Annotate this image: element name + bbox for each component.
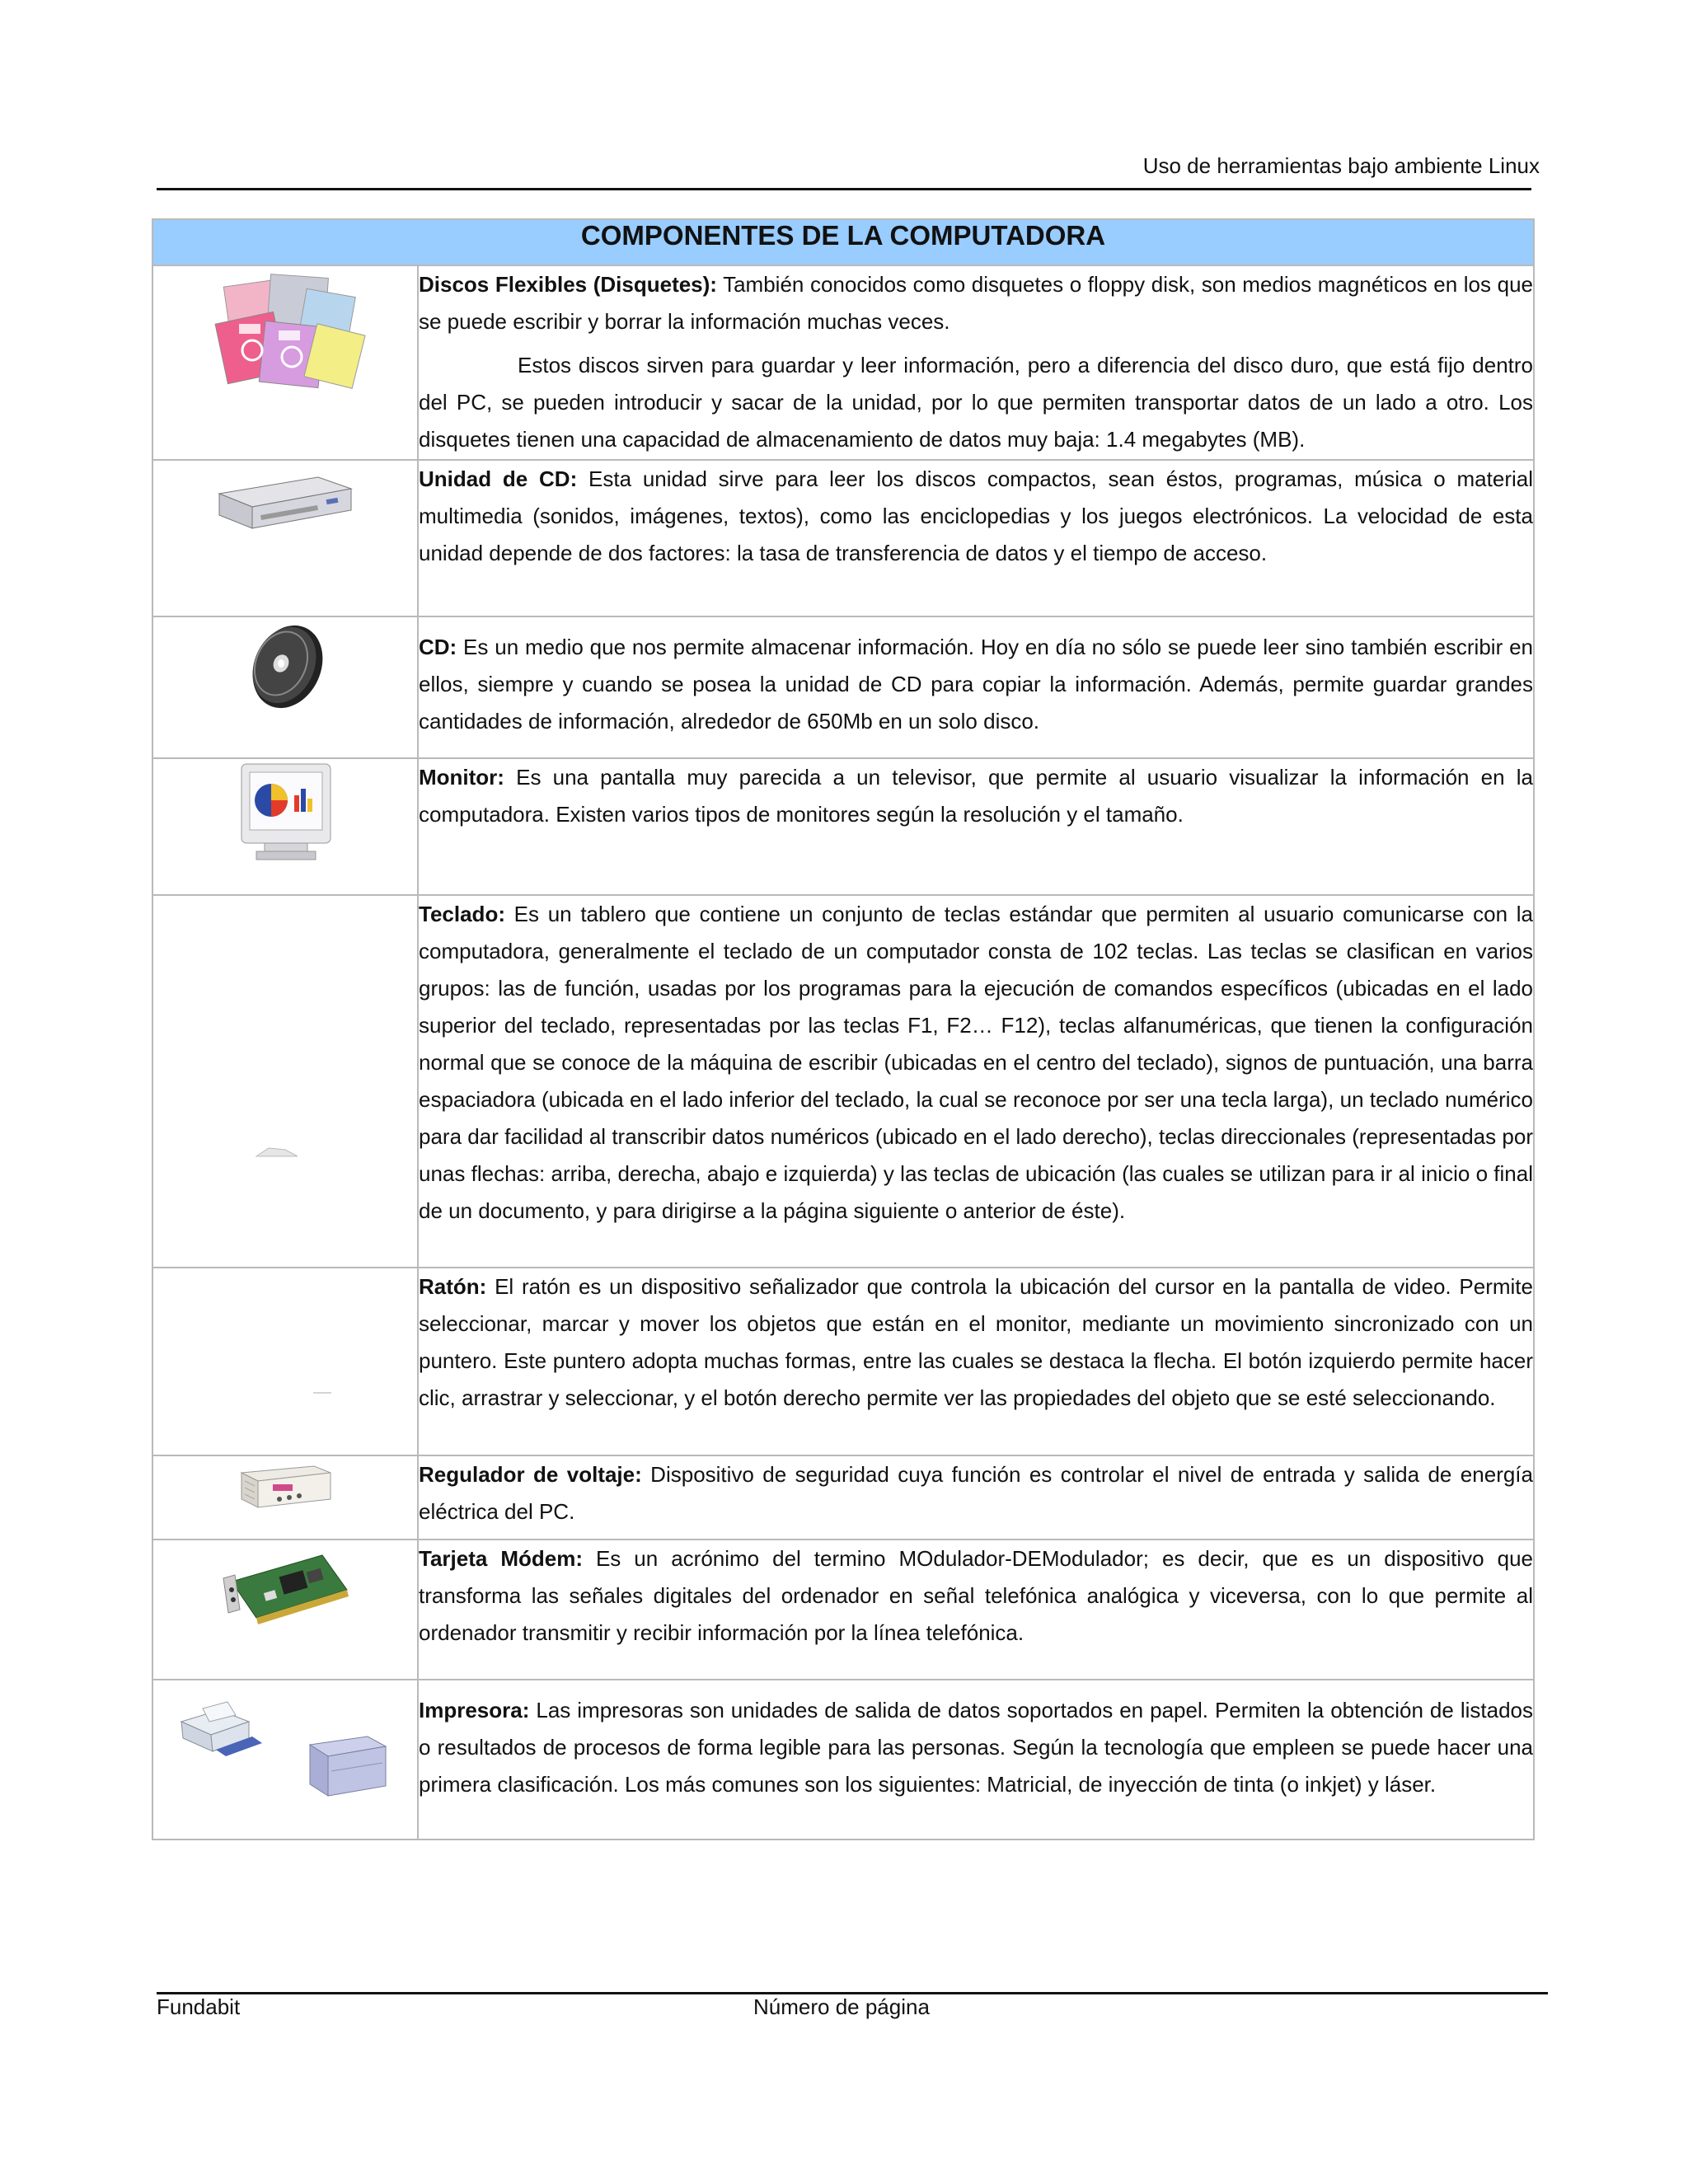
description-text: Las impresoras son unidades de salida de datos soportados en papel. Permiten la obtención de listados o resultados de procesos de forma legible para las personas. Según la tecnología que empleen se puede hacer una primera clasificación. Los más comunes son los siguientes: Matricial, de inyección de tinta (o inkjet) y láser.	[419, 1698, 1533, 1797]
image-cell	[152, 1268, 418, 1455]
laser-printer	[310, 1736, 386, 1796]
term-label: Discos Flexibles (Disquetes):	[419, 272, 717, 297]
cd-disc-icon	[240, 617, 331, 716]
paragraph	[419, 461, 1533, 572]
modem-card-icon	[215, 1540, 355, 1631]
footer-page-number: Número de página	[753, 1994, 930, 2019]
description-cell	[418, 265, 1534, 460]
table-row	[152, 758, 1534, 895]
description-text: Es un tablero que contiene un conjunto de teclas estándar que permiten al usuario comunicarse con la computadora, generalmente el teclado de un computador consta de 102 teclas. Las teclas se clasifican en varios grupos: las de función, usadas por los programas para la ejecución de comandos específicos (ubicadas en el lado superior del teclado, representadas por las teclas F1, F2… F12), teclas alfanuméricas, que tienen la configuración normal que se conoce de la máquina de escribir (ubicadas en el centro del teclado), signos de puntuación, una barra espaciadora (ubicada en el lado inferior del teclado, la cual se reconoce por ser una tecla larga), un teclado numérico para dar facilidad al transcribir datos numéricos (ubicado en el lado derecho), teclas direccionales (representadas por unas flechas: arriba, derecha, abajo e izquierda) y las teclas de ubicación (las cuales se utilizan para ir al inicio o final de un documento, y para dirigirse a la página siguiente o anterior de éste).	[419, 902, 1533, 1223]
table-row	[152, 460, 1534, 616]
header-divider	[157, 188, 1531, 190]
term-label: Ratón:	[419, 1274, 487, 1299]
table-title: COMPONENTES DE LA COMPUTADORA	[152, 219, 1534, 265]
components-table	[152, 218, 1535, 1840]
term-label: Regulador de voltaje:	[419, 1462, 642, 1487]
description-text: Es un medio que nos permite almacenar información. Hoy en día no sólo se puede leer sino también escribir en ellos, siempre y cuando se posea la unidad de CD para copiar la información. Además, permite guardar grandes cantidades de información, alrededor de 650Mb en un solo disco.	[419, 635, 1533, 733]
cd-drive-icon	[211, 461, 359, 535]
term-label: Teclado:	[419, 902, 505, 926]
table-row	[152, 1680, 1534, 1840]
image-cell	[152, 758, 418, 895]
paragraph	[419, 1268, 1533, 1417]
description-cell	[418, 616, 1534, 758]
description-cell	[418, 1540, 1534, 1680]
description-text: Es una pantalla muy parecida a un televisor, que permite al usuario visualizar la información en la computadora. Existen varios tipos de monitores según la resolución y el tamaño.	[419, 765, 1533, 827]
image-cell	[152, 1680, 418, 1840]
keyboard-icon	[252, 1143, 302, 1160]
image-cell	[152, 1455, 418, 1540]
term-label: Impresora:	[419, 1698, 530, 1722]
description-cell	[418, 1268, 1534, 1455]
table-row	[152, 265, 1534, 460]
table-row	[152, 1540, 1534, 1680]
floppy-disks-icon	[203, 266, 368, 398]
description-text: También conocidos como disquetes o floppy disk, son medios magnéticos en los que se puede escribir y borrar la información muchas veces.	[419, 272, 1533, 334]
term-label: Monitor:	[419, 765, 504, 790]
description-text: Es un acrónimo del termino MOdulador-DEModulador; es decir, que es un dispositivo que transforma las señales digitales del ordenador en señal telefónica analógica y viceversa, con lo que permite al ordenador transmitir y recibir información por la línea telefónica.	[419, 1546, 1533, 1645]
paragraph	[419, 1540, 1533, 1652]
paragraph	[419, 896, 1533, 1230]
inkjet-printer	[181, 1702, 262, 1756]
table-title-row	[152, 219, 1534, 265]
paragraph	[419, 1692, 1533, 1803]
description-text: El ratón es un dispositivo señalizador que controla la ubicación del cursor en la pantalla de video. Permite seleccionar, marcar y mover los objetos que están en el monitor, mediante un movimiento sincronizado con un puntero. Este puntero adopta muchas formas, entre las cuales se destaca la flecha. El botón izquierdo permite hacer clic, arrastrar y seleccionar, y el botón derecho permite ver las propiedades del objeto que se esté seleccionando.	[419, 1274, 1533, 1410]
term-label: CD:	[419, 635, 457, 659]
paragraph	[419, 629, 1533, 740]
table-row	[152, 616, 1534, 758]
paragraph	[419, 266, 1533, 340]
description-cell	[418, 1455, 1534, 1540]
page-header: Uso de herramientas bajo ambiente Linux	[1142, 153, 1540, 178]
image-cell	[152, 265, 418, 460]
footer-organization: Fundabit	[157, 1994, 241, 2019]
description-cell	[418, 460, 1534, 616]
monitor-icon	[232, 759, 339, 866]
term-label: Unidad de CD:	[419, 466, 578, 491]
description-cell	[418, 1680, 1534, 1840]
printers-icon	[170, 1680, 401, 1804]
mouse-icon	[310, 1389, 335, 1397]
paragraph	[419, 1456, 1533, 1530]
description-text: Esta unidad sirve para leer los discos compactos, sean éstos, programas, música o material multimedia (sonidos, imágenes, textos), como las enciclopedias y los juegos electrónicos. La velocidad de esta unidad depende de dos factores: la tasa de transferencia de datos y el tiempo de acceso.	[419, 466, 1533, 565]
description-cell	[418, 895, 1534, 1268]
image-cell	[152, 895, 418, 1268]
image-cell	[152, 1540, 418, 1680]
description-text: Dispositivo de seguridad cuya función es controlar el nivel de entrada y salida de energía eléctrica del PC.	[419, 1462, 1533, 1524]
image-cell	[152, 616, 418, 758]
paragraph	[419, 759, 1533, 833]
description-cell	[418, 758, 1534, 895]
paragraph: Estos discos sirven para guardar y leer información, pero a diferencia del disco duro, que está fijo dentro del PC, se pueden introducir y sacar de la unidad, por lo que permiten transportar datos de un lado a otro. Los disquetes tienen una capacidad de almacenamiento de datos muy baja: 1.4 megabytes (MB).	[419, 353, 1533, 452]
term-label: Tarjeta Módem:	[419, 1546, 583, 1571]
image-cell	[152, 460, 418, 616]
table-row	[152, 1455, 1534, 1540]
voltage-regulator-icon	[232, 1456, 339, 1514]
table-row	[152, 895, 1534, 1268]
table-row	[152, 1268, 1534, 1455]
